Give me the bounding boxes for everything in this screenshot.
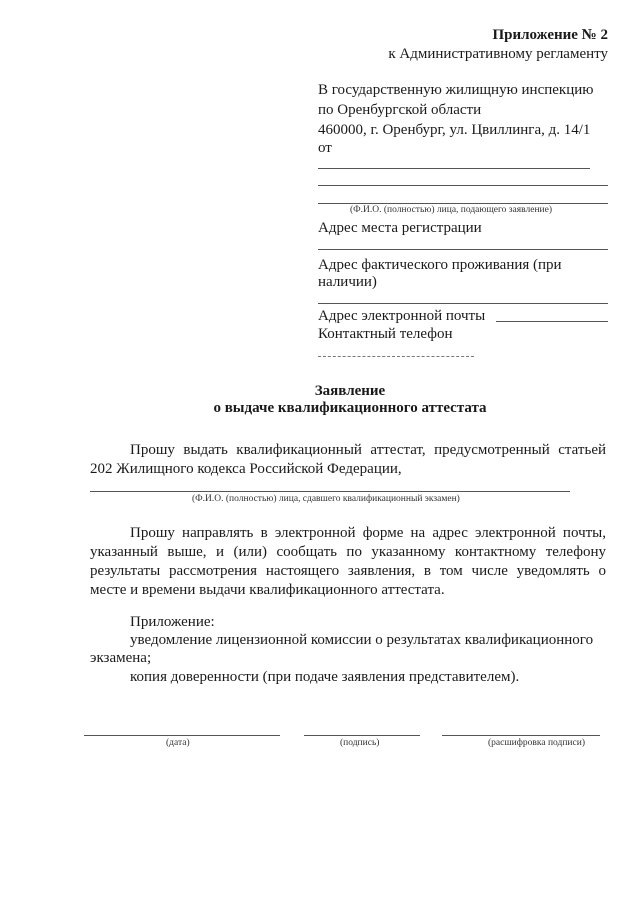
phone-label: Контактный телефон xyxy=(318,326,453,342)
attachments-label: Приложение: xyxy=(130,614,215,630)
paragraph2-line-4: месте и времени выдачи квалификационного аттестата. xyxy=(90,582,445,598)
examinee-fio-caption: (Ф.И.О. (полностью) лица, сдавшего квалификационный экзамен) xyxy=(192,494,460,504)
addressee-line-1: В государственную жилищную инспекцию xyxy=(318,82,594,98)
actual-address-line[interactable] xyxy=(318,303,608,304)
signature-decode-line[interactable] xyxy=(442,735,600,736)
statement-subtitle: о выдаче квалификационного аттестата xyxy=(213,400,487,416)
applicant-name-line-3[interactable] xyxy=(318,203,608,204)
paragraph2-line-2: указанный выше, и (или) сообщать по указанному контактному телефону xyxy=(90,544,606,560)
statement-title: Заявление xyxy=(314,383,386,399)
signature-decode-caption: (расшифровка подписи) xyxy=(488,738,585,748)
addressee-line-3: 460000, г. Оренбург, ул. Цвиллинга, д. 14/1 xyxy=(318,122,591,138)
examinee-name-line[interactable] xyxy=(90,491,570,492)
date-caption: (дата) xyxy=(166,738,190,748)
registration-address-line[interactable] xyxy=(318,249,608,250)
attachment-1-line-1: уведомление лицензионной комиссии о результатах квалификационного xyxy=(130,632,594,648)
phone-line[interactable] xyxy=(318,356,474,357)
registration-address-label: Адрес места регистрации xyxy=(318,220,482,236)
paragraph2-line-3: результаты рассмотрения настоящего заявления, в том числе уведомлять о xyxy=(90,563,606,579)
applicant-fio-caption: (Ф.И.О. (полностью) лица, подающего заявление) xyxy=(350,205,553,215)
date-line[interactable] xyxy=(84,735,280,736)
paragraph2-line-1: Прошу направлять в электронной форме на адрес электронной почты, xyxy=(130,525,606,541)
paragraph1-line-1: Прошу выдать квалификационный аттестат, предусмотренный статьей xyxy=(130,442,606,458)
signature-caption: (подпись) xyxy=(340,738,380,748)
appendix-title: Приложение № 2 xyxy=(492,27,608,43)
actual-address-label-2: наличии) xyxy=(318,274,377,290)
from-label: от xyxy=(318,140,332,156)
applicant-name-line-2[interactable] xyxy=(318,185,608,186)
email-label: Адрес электронной почты xyxy=(318,308,486,324)
paragraph1-line-2: 202 Жилищного кодекса Российской Федерации, xyxy=(90,461,402,477)
appendix-subtitle: к Административному регламенту xyxy=(388,46,608,62)
email-line[interactable] xyxy=(496,321,608,322)
applicant-name-line-1[interactable] xyxy=(318,168,590,169)
attachment-1-line-2: экзамена; xyxy=(90,650,152,666)
attachment-2: копия доверенности (при подаче заявления представителем). xyxy=(130,669,520,685)
addressee-line-2: по Оренбургской области xyxy=(318,102,482,118)
signature-line[interactable] xyxy=(304,735,420,736)
actual-address-label-1: Адрес фактического проживания (при xyxy=(318,257,562,273)
